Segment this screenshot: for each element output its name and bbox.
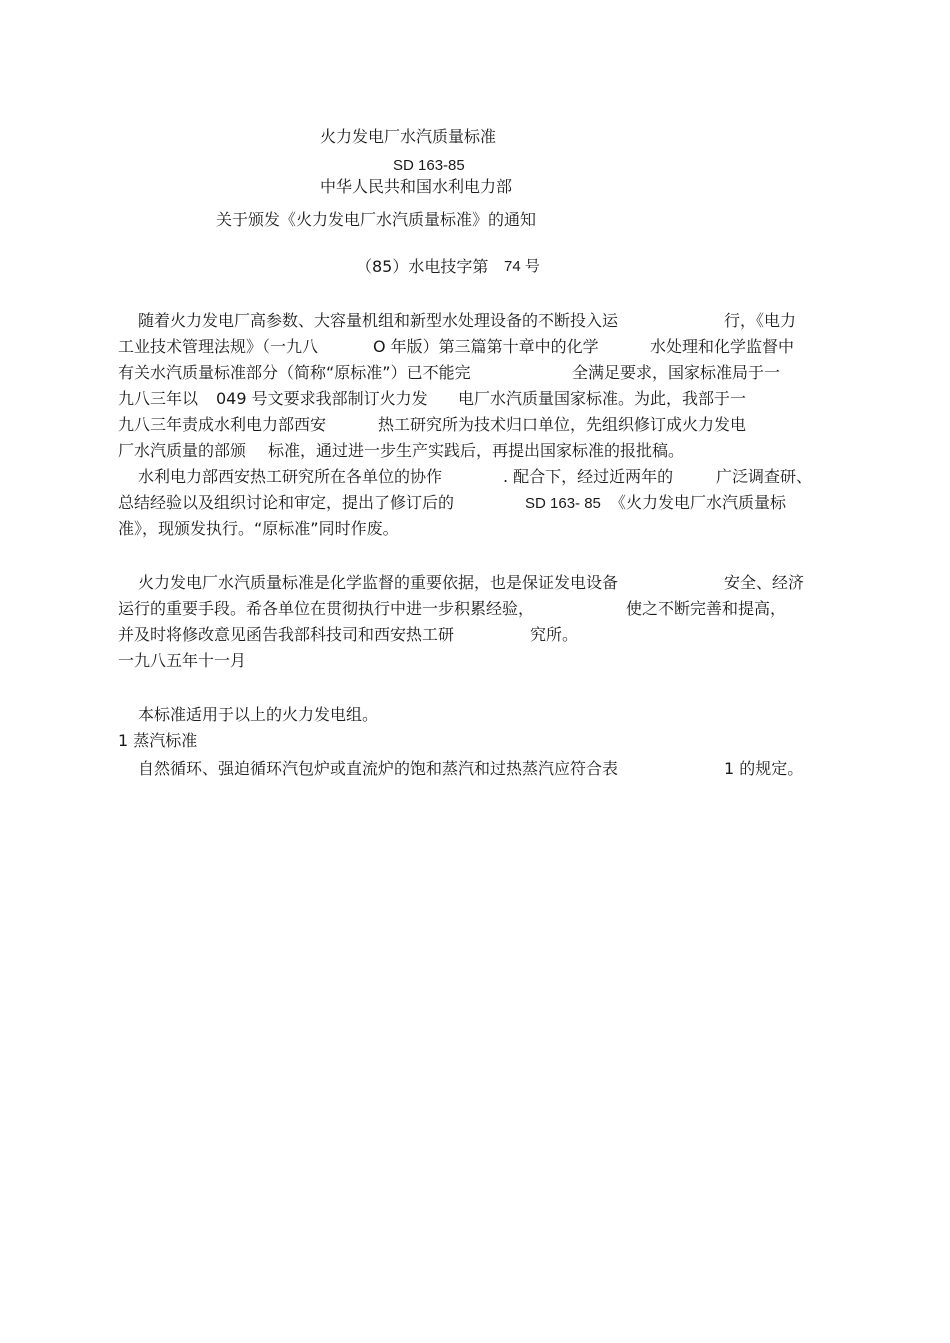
issuer: 中华人民共和国水利电力部 (320, 177, 513, 196)
p1-line3-b: 全满足要求，国家标准局于一 (572, 363, 781, 382)
section-1-heading: 1 蒸汽标准 (118, 731, 198, 750)
issue-date: 一九八五年十一月 (118, 651, 247, 670)
p2-line2-c: 《火力发电厂水汽质量标 (610, 493, 787, 512)
p3-line2-b: 使之不断完善和提高， (626, 599, 787, 618)
p3-line1-b: 安全、经济 (724, 573, 805, 592)
doc-number-suffix: 74 号 (504, 258, 540, 275)
p1-line4-c: 电厂水汽质量国家标准。为此，我部于一 (458, 389, 747, 408)
standard-code: SD 163-85 (393, 157, 465, 174)
p2-line1-a: 水利电力部西安热工研究所在各单位的协作 (138, 467, 443, 486)
p1-line6-a: 厂水汽质量的部颁 (118, 441, 247, 460)
p2-line3: 准》，现颁发执行。“原标准”同时作废。 (118, 519, 399, 538)
p1-line6-b: 标准，通过进一步生产实践后，再提出国家标准的报批稿。 (268, 441, 685, 460)
p2-line1-b: . 配合下，经过近两年的 (503, 467, 674, 486)
p1-line5-b: 热工研究所为技术归口单位，先组织修订成火力发电 (378, 415, 747, 434)
notice-title: 关于颁发《火力发电厂水汽质量标准》的通知 (216, 210, 537, 229)
p1-line2-a: 工业技术管理法规》（一九八 (118, 337, 319, 356)
scope-statement: 本标准适用于以上的火力发电组。 (138, 705, 379, 724)
p1-line2-c: 水处理和化学监督中 (650, 337, 795, 356)
p2-line1-c: 广泛调查研、 (716, 467, 813, 486)
p1-line5-a: 九八三年责成水利电力部西安 (118, 415, 327, 434)
p3-line1-a: 火力发电厂水汽质量标准是化学监督的重要依据，也是保证发电设备 (138, 573, 619, 592)
p2-line2-code: SD 163- 85 (525, 495, 601, 512)
p1-line2-b: O 年版）第三篇第十章中的化学 (373, 337, 599, 356)
p1-line1-b: 行，《电力 (724, 311, 797, 330)
document-title: 火力发电厂水汽质量标准 (320, 127, 497, 146)
p1-line4-b: 049 号文要求我部制订火力发 (216, 389, 428, 408)
p3-line3-b: 究所。 (530, 625, 579, 644)
p1-line1-a: 随着火力发电厂高参数、大容量机组和新型水处理设备的不断投入运 (138, 311, 619, 330)
p3-line2-a: 运行的重要手段。希各单位在贯彻执行中进一步积累经验， (118, 599, 535, 618)
section-1-text-b: 1 的规定。 (724, 759, 804, 778)
section-1-text-a: 自然循环、强迫循环汽包炉或直流炉的饱和蒸汽和过热蒸汽应符合表 (138, 759, 619, 778)
doc-number-prefix: （85）水电技字第 (356, 257, 489, 276)
p3-line3-a: 并及时将修改意见函告我部科技司和西安热工研 (118, 625, 455, 644)
p2-line2-a: 总结经验以及组织讨论和审定，提出了修订后的 (118, 493, 455, 512)
p1-line3-a: 有关水汽质量标准部分（简称“原标准”）已不能完 (118, 363, 471, 382)
p1-line4-a: 九八三年以 (118, 389, 199, 408)
